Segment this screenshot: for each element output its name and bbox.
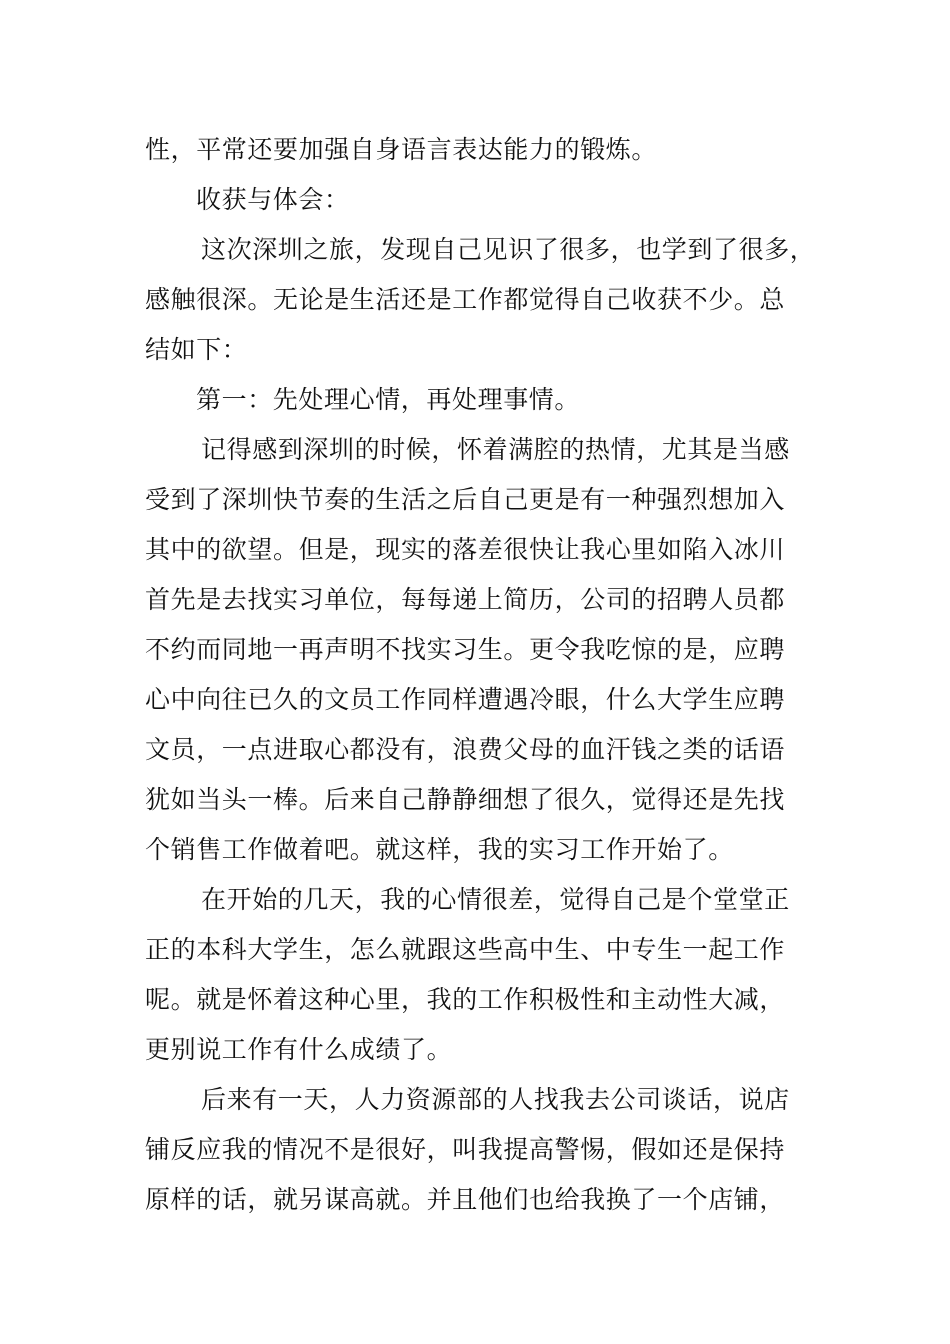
- text-line: 后来有一天，人力资源部的人找我去公司谈话，说店: [201, 1085, 790, 1114]
- text-line: 铺反应我的情况不是很好，叫我提高警惕，假如还是保持: [145, 1135, 786, 1164]
- text-line: 心中向往已久的文员工作同样遭遇冷眼，什么大学生应聘: [145, 685, 786, 714]
- text-line: 性，平常还要加强自身语言表达能力的锻炼。: [145, 135, 658, 164]
- text-line: 其中的欲望。但是，现实的落差很快让我心里如陷入冰川: [145, 535, 786, 564]
- text-line: 原样的话，就另谋高就。并且他们也给我换了一个店铺，: [145, 1185, 786, 1214]
- text-line: 正的本科大学生，怎么就跟这些高中生、中专生一起工作: [145, 935, 786, 964]
- text-line: 犹如当头一棒。后来自己静静细想了很久，觉得还是先找: [145, 785, 786, 814]
- text-line: 这次深圳之旅，发现自己见识了很多，也学到了很多，: [201, 235, 816, 264]
- text-line: 个销售工作做着吧。就这样，我的实习工作开始了。: [145, 835, 734, 864]
- section-heading: 收获与体会：: [196, 185, 350, 214]
- text-line: 感触很深。无论是生活还是工作都觉得自己收获不少。总: [145, 285, 786, 314]
- text-line: 受到了深圳快节奏的生活之后自己更是有一种强烈想加入: [145, 485, 786, 514]
- text-line: 文员，一点进取心都没有，浪费父母的血汗钱之类的话语: [145, 735, 786, 764]
- text-line: 更别说工作有什么成绩了。: [145, 1035, 453, 1064]
- text-line: 呢。就是怀着这种心里，我的工作积极性和主动性大减，: [145, 985, 786, 1014]
- text-line: 在开始的几天，我的心情很差，觉得自己是个堂堂正: [201, 885, 790, 914]
- text-line: 首先是去找实习单位，每每递上简历，公司的招聘人员都: [145, 585, 786, 614]
- text-line: 不约而同地一再声明不找实习生。更令我吃惊的是，应聘: [145, 635, 786, 664]
- text-line: 结如下：: [145, 335, 248, 364]
- subheading: 第一：先处理心情，再处理事情。: [196, 385, 581, 414]
- text-line: 记得感到深圳的时候，怀着满腔的热情，尤其是当感: [201, 435, 790, 464]
